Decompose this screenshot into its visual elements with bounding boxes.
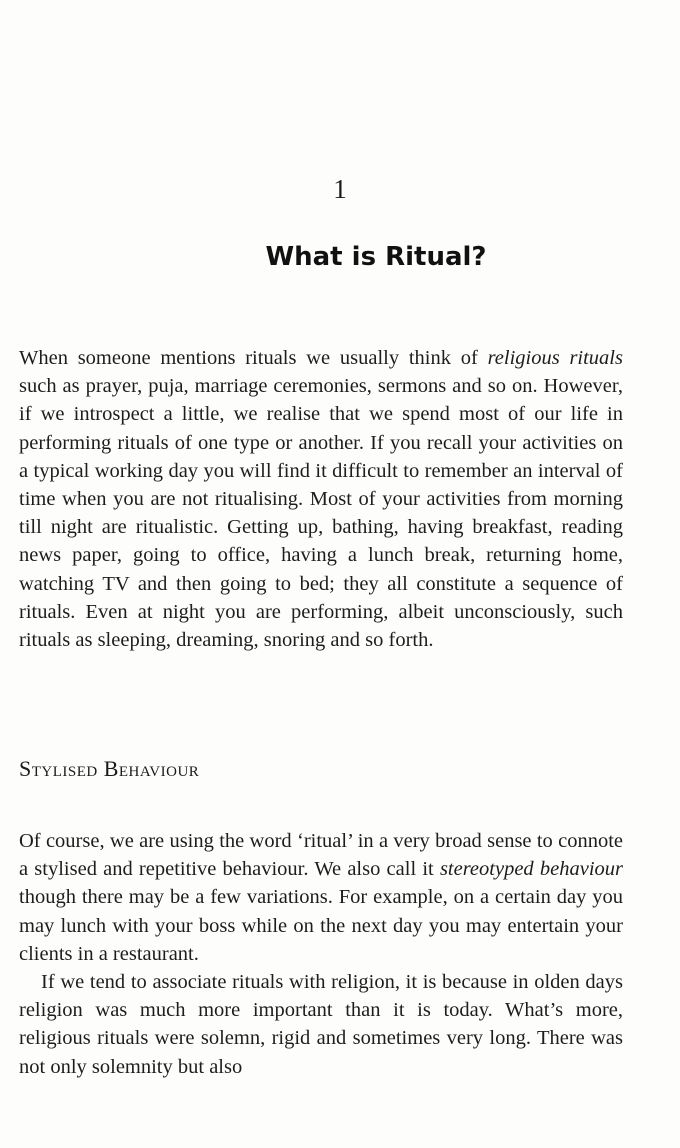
emphasis-text: stereotyped behaviour [439,858,623,881]
paragraph-text: Of course, we are using the word ‘ritual’ in a very broad sense to connote a stylised and repetitive behaviour. We also call it [19,830,623,881]
paragraph-text: though there may be a few variations. For example, on a certain day you may lunch with your boss while on the next day you may entertain your clients in a restaurant. [19,886,623,965]
paragraph [19,827,623,968]
emphasis-text: religious rituals [487,347,623,369]
paragraph [19,344,623,654]
chapter-number: 1 [333,174,347,204]
paragraph-text: When someone mentions rituals we usually think of [19,347,488,369]
section-body [19,827,623,1081]
section-heading: Stylised Behaviour [19,756,200,781]
paragraph-text: such as prayer, puja, marriage ceremonies, sermons and so on. However, if we introspect a little, we realise that we spend most of our life in performing rituals of one type or another. If you recall your activities on a typical working day you will find it difficult to remember an interval of time when you are not ritualising. Most of your activities from morning till night are ritualistic. Getting up, bathing, having breakfast, reading news paper, going to office, having a lunch break, returning home, watching TV and then going to bed; they all constitute a sequence of rituals. Even at night you are performing, albeit unconsciously, such rituals as sleeping, dreaming, snoring and so forth. [19,375,623,652]
paragraph-intro [19,344,623,654]
chapter-title: What is Ritual? [265,242,487,272]
paragraph: If we tend to associate rituals with religion, it is because in olden days religion was much more important than it is today. What’s more, religious rituals were solemn, rigid and sometimes very long. There was not only solemnity but also [19,971,623,1078]
